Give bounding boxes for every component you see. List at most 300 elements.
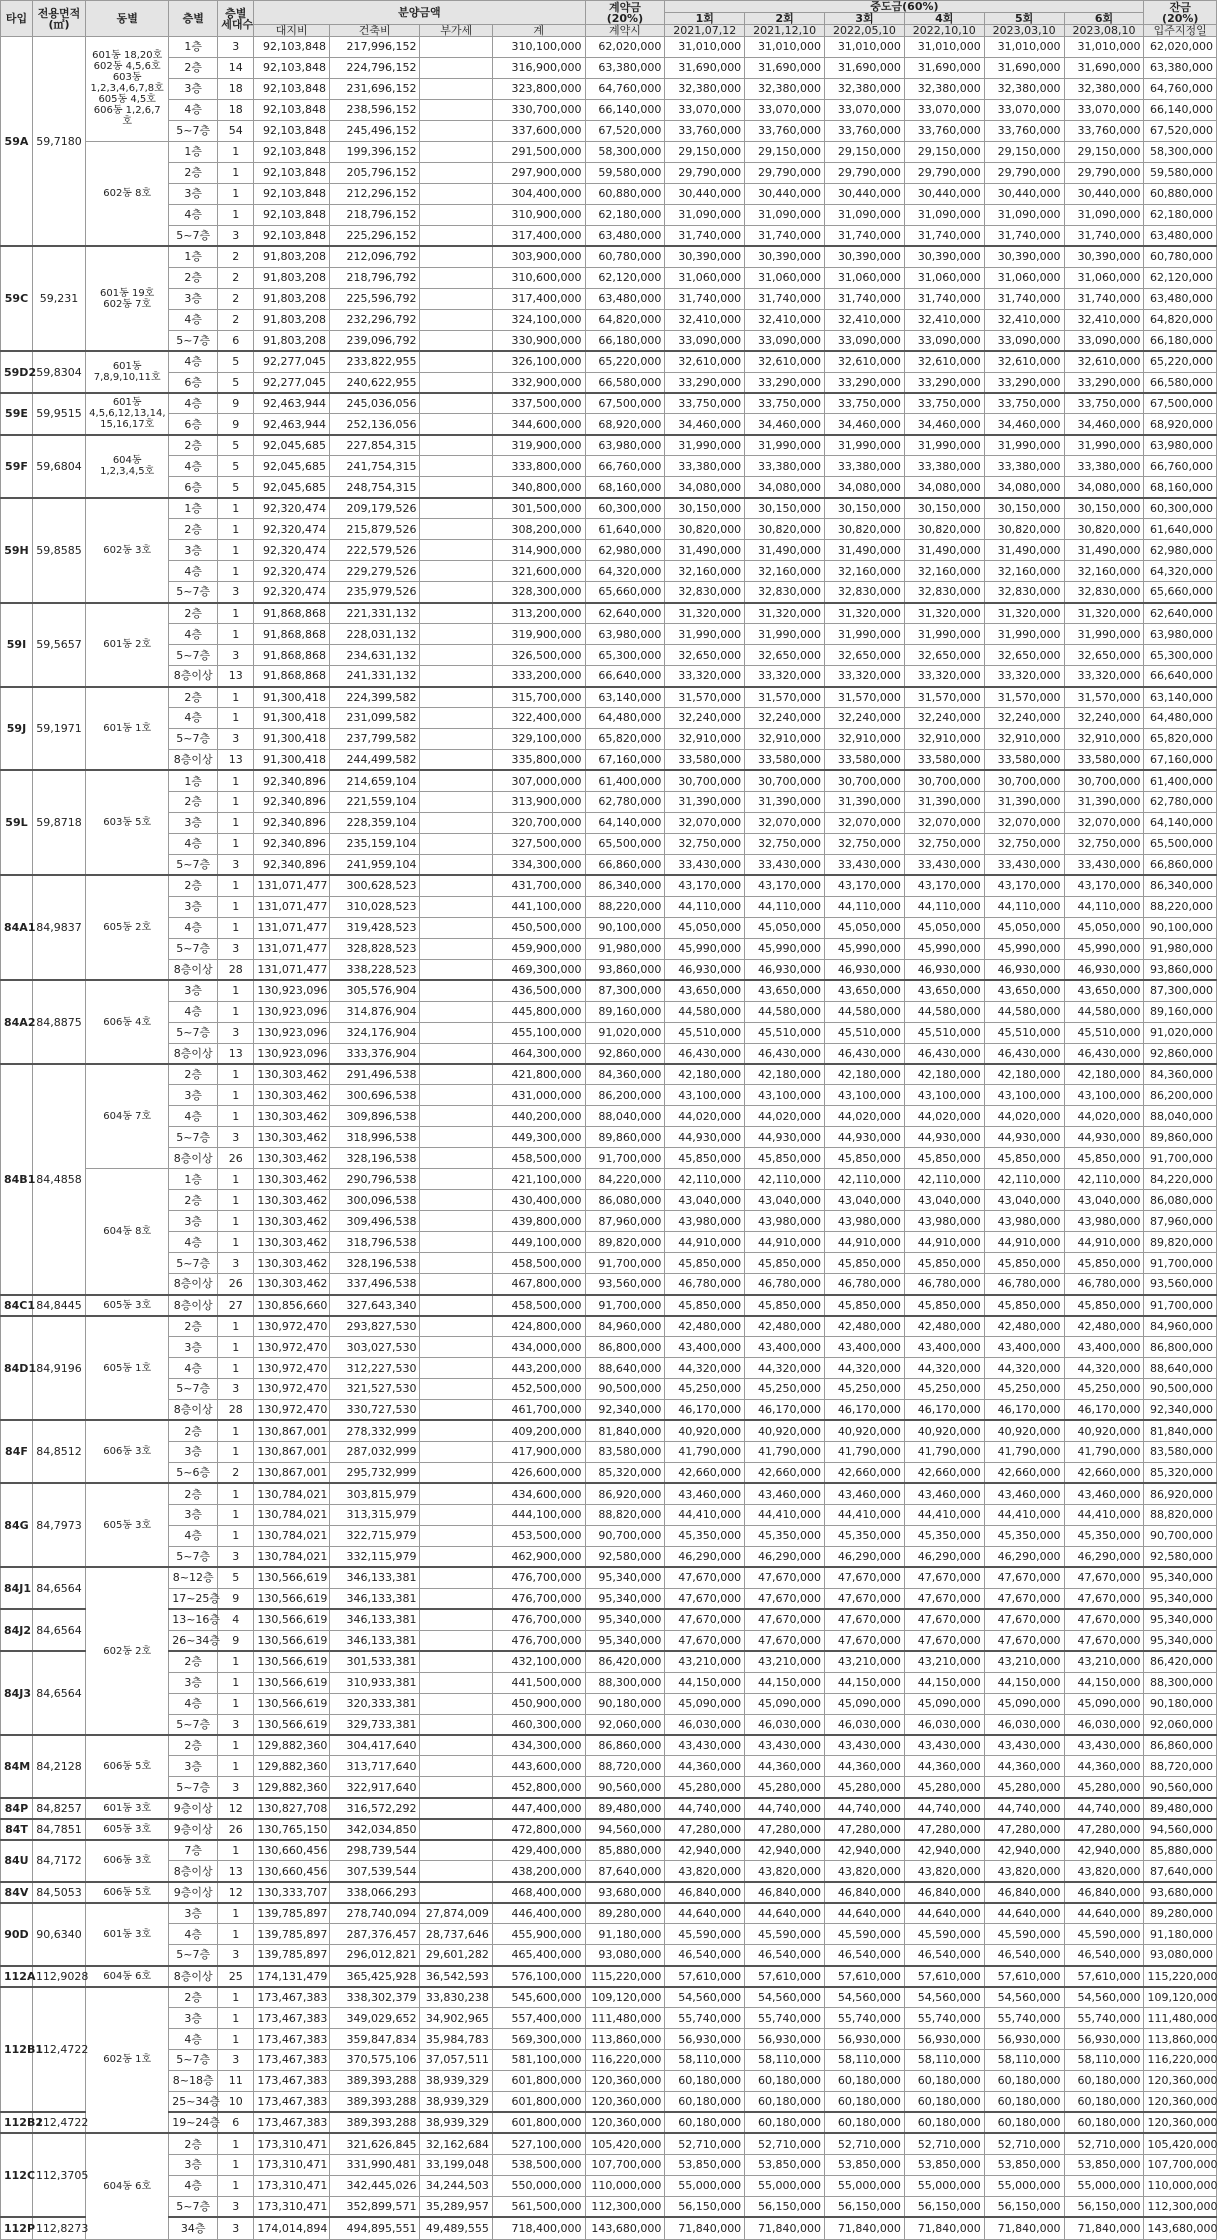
households-cell: 18	[218, 99, 254, 120]
households-cell: 1	[218, 980, 254, 1001]
floor-cell: 8층이상	[169, 749, 218, 770]
contract-cell: 65,500,000	[585, 833, 665, 854]
total-cell: 323,800,000	[492, 78, 585, 99]
vat-cell	[420, 351, 492, 372]
interim-1-cell: 30,390,000	[665, 246, 745, 267]
land-cost-cell: 92,277,045	[254, 372, 330, 393]
floor-cell: 8층이상	[169, 1148, 218, 1169]
building-cost-cell: 212,096,792	[329, 246, 420, 267]
total-cell: 443,200,000	[492, 1358, 585, 1379]
interim-2-cell: 29,790,000	[745, 162, 825, 183]
interim-5-cell: 44,320,000	[984, 1358, 1064, 1379]
balance-cell: 84,360,000	[1144, 1064, 1217, 1085]
type-cell: 84C1	[1, 1295, 33, 1316]
table-row	[1, 1337, 1217, 1358]
total-cell: 330,700,000	[492, 99, 585, 120]
floor-cell: 4층	[169, 1106, 218, 1127]
interim-6-cell: 32,750,000	[1064, 833, 1144, 854]
land-cost-cell: 130,923,096	[254, 980, 330, 1001]
building-cost-cell: 245,496,152	[329, 120, 420, 141]
interim-1-cell: 31,690,000	[665, 57, 745, 78]
total-cell: 332,900,000	[492, 372, 585, 393]
table-row	[1, 749, 1217, 770]
floor-cell: 3층	[169, 1441, 218, 1462]
table-row	[1, 435, 1217, 456]
table-row	[1, 1001, 1217, 1022]
interim-4-cell: 71,840,000	[904, 2217, 984, 2239]
interim-6-cell: 45,280,000	[1064, 1777, 1144, 1798]
interim-1-cell: 31,740,000	[665, 225, 745, 246]
interim-5-cell: 43,820,000	[984, 1861, 1064, 1882]
table-row	[1, 540, 1217, 561]
land-cost-cell: 173,467,383	[254, 2029, 330, 2050]
dong-cell: 605동 3호	[86, 1295, 169, 1316]
balance-cell: 95,340,000	[1144, 1630, 1217, 1651]
land-cost-cell: 92,103,848	[254, 225, 330, 246]
floor-cell: 6층	[169, 414, 218, 435]
header-type: 타입	[1, 1, 33, 37]
vat-cell	[420, 288, 492, 309]
contract-cell: 95,340,000	[585, 1588, 665, 1609]
balance-cell: 66,860,000	[1144, 854, 1217, 875]
interim-6-cell: 44,640,000	[1064, 1903, 1144, 1924]
table-row	[1, 1148, 1217, 1169]
interim-6-cell: 30,700,000	[1064, 770, 1144, 791]
interim-2-cell: 46,780,000	[745, 1274, 825, 1295]
dong-cell: 605동 1호	[86, 1316, 169, 1421]
table-row	[1, 393, 1217, 414]
building-cost-cell: 199,396,152	[329, 141, 420, 162]
interim-3-cell: 30,700,000	[825, 770, 905, 791]
interim-2-cell: 45,850,000	[745, 1253, 825, 1274]
households-cell: 1	[218, 1735, 254, 1756]
table-row	[1, 1127, 1217, 1148]
households-cell: 1	[218, 2175, 254, 2196]
type-cell: 84A1	[1, 875, 33, 980]
interim-1-cell: 30,440,000	[665, 183, 745, 204]
building-cost-cell: 389,393,288	[329, 2112, 420, 2133]
interim-6-cell: 47,670,000	[1064, 1609, 1144, 1630]
contract-cell: 89,860,000	[585, 1127, 665, 1148]
area-cell: 59,7180	[32, 37, 85, 247]
balance-cell: 58,300,000	[1144, 141, 1217, 162]
vat-cell	[420, 812, 492, 833]
floor-cell: 9층이상	[169, 1882, 218, 1903]
total-cell: 440,200,000	[492, 1106, 585, 1127]
building-cost-cell: 241,331,132	[329, 666, 420, 687]
interim-2-cell: 47,670,000	[745, 1588, 825, 1609]
floor-cell: 2층	[169, 2133, 218, 2154]
floor-cell: 2층	[169, 1064, 218, 1085]
table-row	[1, 225, 1217, 246]
interim-4-cell: 44,930,000	[904, 1127, 984, 1148]
total-cell: 429,400,000	[492, 1840, 585, 1861]
households-cell: 4	[218, 1609, 254, 1630]
table-row	[1, 812, 1217, 833]
interim-5-cell: 33,580,000	[984, 749, 1064, 770]
contract-cell: 105,420,000	[585, 2133, 665, 2154]
table-row	[1, 57, 1217, 78]
interim-1-cell: 52,710,000	[665, 2133, 745, 2154]
households-cell: 3	[218, 854, 254, 875]
households-cell: 3	[218, 225, 254, 246]
dong-cell: 606동 3호	[86, 1840, 169, 1882]
interim-3-cell: 31,490,000	[825, 540, 905, 561]
interim-1-cell: 40,920,000	[665, 1420, 745, 1441]
interim-2-cell: 31,490,000	[745, 540, 825, 561]
land-cost-cell: 92,340,896	[254, 791, 330, 812]
table-row	[1, 1966, 1217, 1987]
interim-4-cell: 31,320,000	[904, 603, 984, 624]
interim-5-cell: 45,850,000	[984, 1295, 1064, 1316]
interim-1-cell: 32,380,000	[665, 78, 745, 99]
interim-6-cell: 33,580,000	[1064, 749, 1144, 770]
interim-5-cell: 45,510,000	[984, 1022, 1064, 1043]
balance-cell: 91,700,000	[1144, 1295, 1217, 1316]
dong-cell: 604동 8호	[86, 1169, 169, 1295]
contract-cell: 61,400,000	[585, 770, 665, 791]
table-row	[1, 1022, 1217, 1043]
table-row	[1, 330, 1217, 351]
vat-cell	[420, 309, 492, 330]
vat-cell	[420, 1882, 492, 1903]
interim-6-cell: 44,740,000	[1064, 1798, 1144, 1819]
table-row	[1, 1295, 1217, 1316]
households-cell: 1	[218, 1337, 254, 1358]
interim-3-cell: 31,570,000	[825, 687, 905, 708]
interim-1-cell: 43,210,000	[665, 1651, 745, 1672]
interim-2-cell: 44,320,000	[745, 1358, 825, 1379]
interim-5-cell: 34,080,000	[984, 477, 1064, 498]
dong-cell: 605동 2호	[86, 875, 169, 980]
building-cost-cell: 278,332,999	[329, 1420, 420, 1441]
floor-cell: 5~7층	[169, 1714, 218, 1735]
building-cost-cell: 342,445,026	[329, 2175, 420, 2196]
floor-cell: 3층	[169, 183, 218, 204]
vat-cell	[420, 1358, 492, 1379]
building-cost-cell: 338,228,523	[329, 959, 420, 980]
interim-3-cell: 43,400,000	[825, 1337, 905, 1358]
interim-2-cell: 43,210,000	[745, 1651, 825, 1672]
interim-3-cell: 43,210,000	[825, 1651, 905, 1672]
interim-6-cell: 31,090,000	[1064, 204, 1144, 225]
interim-4-cell: 32,070,000	[904, 812, 984, 833]
area-cell: 112,4722	[32, 1987, 85, 2113]
building-cost-cell: 231,696,152	[329, 78, 420, 99]
interim-5-cell: 31,740,000	[984, 225, 1064, 246]
table-row	[1, 414, 1217, 435]
balance-cell: 64,140,000	[1144, 812, 1217, 833]
total-cell: 426,600,000	[492, 1462, 585, 1483]
total-cell: 326,500,000	[492, 645, 585, 666]
table-row	[1, 1693, 1217, 1714]
building-cost-cell: 332,115,979	[329, 1546, 420, 1567]
households-cell: 5	[218, 456, 254, 477]
balance-cell: 85,320,000	[1144, 1462, 1217, 1483]
interim-1-cell: 43,980,000	[665, 1211, 745, 1232]
interim-5-cell: 32,750,000	[984, 833, 1064, 854]
households-cell: 25	[218, 1966, 254, 1987]
building-cost-cell: 296,012,821	[329, 1945, 420, 1966]
contract-cell: 87,640,000	[585, 1861, 665, 1882]
interim-6-cell: 30,390,000	[1064, 246, 1144, 267]
vat-cell	[420, 1567, 492, 1588]
total-cell: 464,300,000	[492, 1043, 585, 1064]
interim-5-cell: 57,610,000	[984, 1966, 1064, 1987]
contract-cell: 61,640,000	[585, 519, 665, 540]
vat-cell: 32,162,684	[420, 2133, 492, 2154]
interim-2-cell: 45,990,000	[745, 938, 825, 959]
balance-cell: 84,220,000	[1144, 1169, 1217, 1190]
interim-5-cell: 31,570,000	[984, 687, 1064, 708]
interim-4-cell: 44,360,000	[904, 1756, 984, 1777]
interim-5-cell: 33,090,000	[984, 330, 1064, 351]
floor-cell: 4층	[169, 1693, 218, 1714]
interim-3-cell: 47,280,000	[825, 1819, 905, 1840]
households-cell: 1	[218, 1064, 254, 1085]
contract-cell: 64,320,000	[585, 561, 665, 582]
table-row	[1, 141, 1217, 162]
interim-3-cell: 44,930,000	[825, 1127, 905, 1148]
households-cell: 13	[218, 749, 254, 770]
area-cell: 112,3705	[32, 2133, 85, 2217]
balance-cell: 63,480,000	[1144, 288, 1217, 309]
interim-2-cell: 45,350,000	[745, 1525, 825, 1546]
dong-cell: 605동 3호	[86, 1819, 169, 1840]
building-cost-cell: 342,034,850	[329, 1819, 420, 1840]
contract-cell: 86,800,000	[585, 1337, 665, 1358]
interim-2-cell: 46,540,000	[745, 1945, 825, 1966]
vat-cell	[420, 1714, 492, 1735]
vat-cell	[420, 162, 492, 183]
interim-3-cell: 43,650,000	[825, 980, 905, 1001]
building-cost-cell: 389,393,288	[329, 2070, 420, 2091]
balance-cell: 92,340,000	[1144, 1399, 1217, 1420]
floor-cell: 4층	[169, 917, 218, 938]
interim-6-cell: 44,320,000	[1064, 1358, 1144, 1379]
interim-5-cell: 46,430,000	[984, 1043, 1064, 1064]
floor-cell: 19~24층	[169, 2112, 218, 2133]
land-cost-cell: 130,972,470	[254, 1316, 330, 1337]
floor-cell: 1층	[169, 246, 218, 267]
balance-cell: 88,300,000	[1144, 1672, 1217, 1693]
interim-1-cell: 56,150,000	[665, 2196, 745, 2217]
floor-cell: 1층	[169, 498, 218, 519]
interim-2-cell: 31,740,000	[745, 225, 825, 246]
header-balance: 잔금 (20%)	[1144, 1, 1217, 25]
households-cell: 9	[218, 1630, 254, 1651]
interim-6-cell: 42,660,000	[1064, 1462, 1144, 1483]
contract-cell: 90,100,000	[585, 917, 665, 938]
building-cost-cell: 229,279,526	[329, 561, 420, 582]
interim-3-cell: 31,990,000	[825, 435, 905, 456]
land-cost-cell: 92,103,848	[254, 162, 330, 183]
interim-4-cell: 44,580,000	[904, 1001, 984, 1022]
building-cost-cell: 290,796,538	[329, 1169, 420, 1190]
building-cost-cell: 365,425,928	[329, 1966, 420, 1987]
contract-cell: 88,820,000	[585, 1504, 665, 1525]
interim-1-cell: 31,990,000	[665, 624, 745, 645]
interim-6-cell: 47,670,000	[1064, 1588, 1144, 1609]
land-cost-cell: 92,320,474	[254, 561, 330, 582]
land-cost-cell: 130,972,470	[254, 1399, 330, 1420]
table-row	[1, 687, 1217, 708]
interim-4-cell: 44,640,000	[904, 1903, 984, 1924]
interim-3-cell: 46,030,000	[825, 1714, 905, 1735]
interim-1-cell: 45,990,000	[665, 938, 745, 959]
interim-3-cell: 32,750,000	[825, 833, 905, 854]
land-cost-cell: 92,320,474	[254, 498, 330, 519]
balance-cell: 66,140,000	[1144, 99, 1217, 120]
interim-2-cell: 31,060,000	[745, 267, 825, 288]
building-cost-cell: 300,096,538	[329, 1190, 420, 1211]
building-cost-cell: 329,733,381	[329, 1714, 420, 1735]
interim-4-cell: 43,100,000	[904, 1085, 984, 1106]
floor-cell: 26~34층	[169, 1630, 218, 1651]
households-cell: 5	[218, 351, 254, 372]
total-cell: 304,400,000	[492, 183, 585, 204]
total-cell: 472,800,000	[492, 1819, 585, 1840]
interim-5-cell: 30,440,000	[984, 183, 1064, 204]
interim-3-cell: 31,060,000	[825, 267, 905, 288]
interim-3-cell: 45,590,000	[825, 1924, 905, 1945]
contract-cell: 63,480,000	[585, 225, 665, 246]
interim-6-cell: 44,020,000	[1064, 1106, 1144, 1127]
building-cost-cell: 214,659,104	[329, 770, 420, 791]
interim-6-cell: 53,850,000	[1064, 2154, 1144, 2175]
balance-cell: 91,980,000	[1144, 938, 1217, 959]
floor-cell: 5~7층	[169, 854, 218, 875]
dong-cell: 602동 2호	[86, 1567, 169, 1735]
interim-3-cell: 29,150,000	[825, 141, 905, 162]
interim-1-cell: 29,150,000	[665, 141, 745, 162]
interim-1-cell: 47,280,000	[665, 1819, 745, 1840]
land-cost-cell: 91,300,418	[254, 749, 330, 770]
interim-3-cell: 33,320,000	[825, 666, 905, 687]
vat-cell: 35,984,783	[420, 2029, 492, 2050]
total-cell: 310,100,000	[492, 37, 585, 58]
interim-5-cell: 47,280,000	[984, 1819, 1064, 1840]
interim-4-cell: 43,460,000	[904, 1483, 984, 1504]
floor-cell: 5~7층	[169, 728, 218, 749]
table-row	[1, 1945, 1217, 1966]
area-cell: 84,9837	[32, 875, 85, 980]
households-cell: 14	[218, 57, 254, 78]
total-cell: 319,900,000	[492, 435, 585, 456]
land-cost-cell: 130,867,001	[254, 1441, 330, 1462]
table-row	[1, 624, 1217, 645]
header-contract: 계약금 (20%)	[585, 1, 665, 25]
households-cell: 1	[218, 162, 254, 183]
interim-1-cell: 31,490,000	[665, 540, 745, 561]
table-row	[1, 603, 1217, 624]
land-cost-cell: 130,784,021	[254, 1546, 330, 1567]
interim-5-cell: 31,490,000	[984, 540, 1064, 561]
interim-4-cell: 44,910,000	[904, 1232, 984, 1253]
interim-5-cell: 32,650,000	[984, 645, 1064, 666]
table-row	[1, 980, 1217, 1001]
interim-4-cell: 45,590,000	[904, 1924, 984, 1945]
building-cost-cell: 318,996,538	[329, 1127, 420, 1148]
interim-2-cell: 32,160,000	[745, 561, 825, 582]
balance-cell: 62,180,000	[1144, 204, 1217, 225]
interim-4-cell: 31,740,000	[904, 225, 984, 246]
interim-3-cell: 40,920,000	[825, 1420, 905, 1441]
interim-2-cell: 32,380,000	[745, 78, 825, 99]
balance-cell: 120,360,000	[1144, 2070, 1217, 2091]
vat-cell	[420, 225, 492, 246]
header-contract-when: 계약시	[585, 25, 665, 37]
interim-6-cell: 45,850,000	[1064, 1253, 1144, 1274]
table-row	[1, 477, 1217, 498]
interim-5-cell: 31,690,000	[984, 57, 1064, 78]
balance-cell: 61,400,000	[1144, 770, 1217, 791]
interim-3-cell: 31,010,000	[825, 37, 905, 58]
interim-4-cell: 60,180,000	[904, 2091, 984, 2112]
total-cell: 476,700,000	[492, 1630, 585, 1651]
interim-6-cell: 71,840,000	[1064, 2217, 1144, 2239]
type-cell: 59L	[1, 770, 33, 875]
interim-2-cell: 43,980,000	[745, 1211, 825, 1232]
interim-1-cell: 71,840,000	[665, 2217, 745, 2239]
vat-cell	[420, 959, 492, 980]
interim-1-cell: 45,850,000	[665, 1148, 745, 1169]
dong-cell: 606동 5호	[86, 1735, 169, 1798]
contract-cell: 66,580,000	[585, 372, 665, 393]
balance-cell: 65,300,000	[1144, 645, 1217, 666]
table-row	[1, 1043, 1217, 1064]
interim-6-cell: 31,740,000	[1064, 225, 1144, 246]
land-cost-cell: 130,972,470	[254, 1337, 330, 1358]
interim-5-cell: 42,940,000	[984, 1840, 1064, 1861]
interim-3-cell: 30,150,000	[825, 498, 905, 519]
contract-cell: 107,700,000	[585, 2154, 665, 2175]
interim-1-cell: 33,580,000	[665, 749, 745, 770]
total-cell: 441,100,000	[492, 896, 585, 917]
table-row	[1, 2133, 1217, 2154]
floor-cell: 2층	[169, 603, 218, 624]
contract-cell: 64,480,000	[585, 708, 665, 729]
balance-cell: 87,640,000	[1144, 1861, 1217, 1882]
vat-cell	[420, 666, 492, 687]
interim-1-cell: 32,410,000	[665, 309, 745, 330]
interim-3-cell: 34,080,000	[825, 477, 905, 498]
vat-cell	[420, 372, 492, 393]
balance-cell: 88,640,000	[1144, 1358, 1217, 1379]
interim-3-cell: 46,540,000	[825, 1945, 905, 1966]
balance-cell: 61,640,000	[1144, 519, 1217, 540]
households-cell: 18	[218, 78, 254, 99]
table-row	[1, 309, 1217, 330]
type-cell: 59H	[1, 498, 33, 603]
land-cost-cell: 174,131,479	[254, 1966, 330, 1987]
interim-5-cell: 46,780,000	[984, 1274, 1064, 1295]
interim-6-cell: 47,670,000	[1064, 1567, 1144, 1588]
interim-1-cell: 31,390,000	[665, 791, 745, 812]
floor-cell: 4층	[169, 456, 218, 477]
header-vat: 부가세	[420, 25, 492, 37]
interim-5-cell: 46,930,000	[984, 959, 1064, 980]
vat-cell	[420, 896, 492, 917]
interim-2-cell: 42,660,000	[745, 1462, 825, 1483]
balance-cell: 91,700,000	[1144, 1253, 1217, 1274]
total-cell: 327,500,000	[492, 833, 585, 854]
contract-cell: 68,920,000	[585, 414, 665, 435]
interim-6-cell: 33,430,000	[1064, 854, 1144, 875]
interim-6-cell: 46,930,000	[1064, 959, 1144, 980]
area-cell: 84,8512	[32, 1420, 85, 1483]
interim-2-cell: 53,850,000	[745, 2154, 825, 2175]
